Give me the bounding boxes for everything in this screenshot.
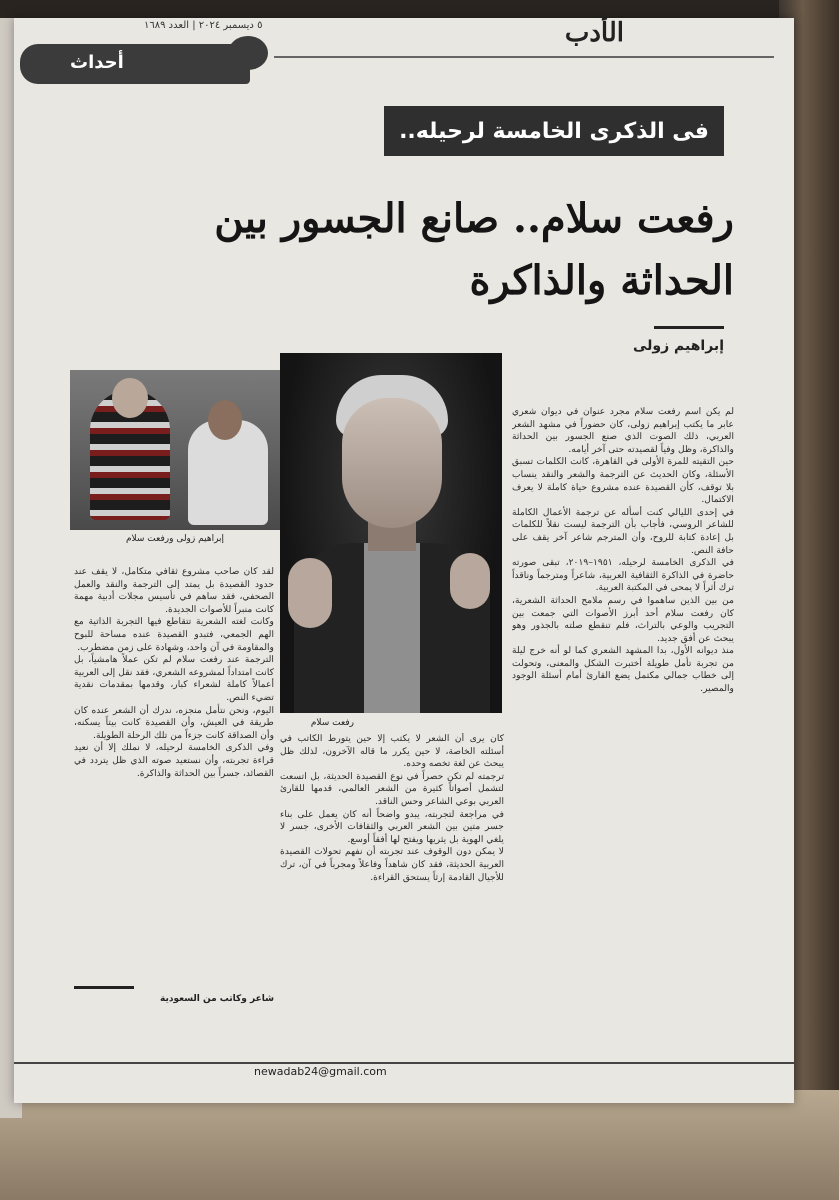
paragraph: وكانت لغته الشعرية تتقاطع فيها التجربة الذاتية مع الهم الجمعي، فتبدو القصيدة عنده مساحة للبوح والمقاومة في آن واحد، وشهادة على زمن مضطرب. [74,616,274,653]
portrait-caption: رفعت سلام [310,718,354,728]
byline-rule [654,326,724,329]
contact-email: newadab24@gmail.com [254,1065,387,1078]
footer-rule [14,1062,794,1064]
article-column-left [74,566,274,986]
paragraph: لقد كان صاحب مشروع ثقافي متكامل، لا يقف عند حدود القصيدة بل يمتد إلى الترجمة والنقد والعمل الصحفي، فقد ساهم في تأسيس مجلات أدبية مهمة كانت منبراً للأصوات الجديدة. [74,566,274,615]
paragraph: في مراجعة لتجربته، يبدو واضحاً أنه كان يعمل على بناء جسر متين بين الشعر العربي والثقافات الأخرى، جسر لا يلغي الهوية بل يثريها ويفتح لها أفقاً أوسع. [280,808,504,845]
photo-caption-two-men: إبراهيم زولى ورفعت سلام [125,534,225,544]
paragraph: من بين الذين ساهموا في رسم ملامح الحداثة الشعرية، كان رفعت سلام أحد أبرز الأصوات التي جمعت بين التجريب والوعي بالتراث، فلم تنقطع صلته بالجذور وهو يبحث عن أفق جديد. [512,594,734,644]
paragraph: وفي الذكرى الخامسة لرحيله، لا نملك إلا أن نعيد قراءة تجربته، وأن نستعيد صوته الذي ظل يتردد في القصائد، جسراً بين الحداثة والذاكرة. [74,742,274,779]
paragraph: حين التقيته للمرة الأولى في القاهرة، كانت الكلمات تسبق الأسئلة، وكان الحديث عن الترجمة والشعر والنقد ينساب بلا توقف، كأن القصيدة عنده مشروع حياة كاملة لا يعرف الاكتمال. [512,456,734,506]
paragraph: ترجمته لم تكن حصراً في نوع القصيدة الحديثة، بل اتسعت لتشمل أصواتاً كثيرة من الشعر العالمي، قدمها للقارئ العربي بوعي الشاعر وحس الناقد. [280,770,504,807]
portrait-hand [450,553,490,609]
paragraph: لم يكن اسم رفعت سلام مجرد عنوان في ديوان شعري عابر ما يكتب إبراهيم زولى، كان حضوراً في مشهد الشعر العربي، ذلك الصوت الذي صنع الجسور بين الحداثة والذاكرة، وظل وفياً لقصيدته حتى آخر أيامه. [512,406,734,455]
paragraph: في إحدى الليالي كنت أسأله عن ترجمة الأعمال الكاملة للشاعر الروسي، فأجاب بأن الترجمة ليست نقلاً للكلمات بل إعادة كتابة للروح، وأن المترجم شاعر آخر يقف على حافة النص. [512,506,734,556]
paragraph: في الذكرى الخامسة لرحيله، ١٩٥١–٢٠١٩، تبقى صورته حاضرة في الذاكرة الثقافية العربية، شاعراً ومترجماً وناقداً ترك أثراً لا يمحى في المكتبة العربية. [512,557,734,594]
header-rule [274,56,774,58]
signature-rule [74,986,134,989]
portrait-photo [280,353,502,713]
speech-bubble-icon [228,36,268,70]
article-kicker: فى الذكرى الخامسة لرحيله.. [384,106,724,156]
author-signature: شاعر وكاتب من السعودية [160,994,274,1004]
person-head [112,378,148,418]
section-tab [20,44,250,84]
paragraph: اليوم، ونحن نتأمل منجزه، ندرك أن الشعر عنده كان طريقة في العيش، وأن القصيدة كانت بيتاً يسكنه، وأن الصداقة كانت جزءاً من تلك الرحلة الطويلة. [74,704,274,741]
paragraph: الترجمة عند رفعت سلام لم تكن عملاً هامشياً، بل كانت امتداداً لمشروعه الشعري، فقد نقل إلى العربية أعمالاً كاملة لشعراء كبار، وقدمها بمقدمات نقدية تضيء النص. [74,654,274,703]
issue-line: ٥ ديسمبر ٢٠٢٤ | العدد ١٦٨٩ [144,20,263,31]
publication-logo: الأدب [564,18,624,48]
photo-two-men [70,370,280,530]
portrait-hand [288,558,332,628]
section-label: أحداث [70,52,124,73]
article-column-right [512,406,734,1024]
photo-background-top [0,0,839,18]
paragraph: منذ ديوانه الأول، بدا المشهد الشعري كما لو أنه خرج ليلة من تجربة تأمل طويلة أختبرت الشكل والمعنى، وتحولت إلى خطاب جمالي مكتمل يضع القارئ أمام أسئلة الوجود والمصير. [512,645,734,695]
article-column-middle [280,733,504,1023]
paragraph: كان يرى أن الشعر لا يكتب إلا حين يتورط الكاتب في أسئلته الخاصة، لا حين يكرر ما قاله الآخرون، لذلك ظل يبحث عن لغة تخصه وحده. [280,733,504,770]
article-byline: إبراهيم زولى [632,338,724,354]
portrait-shirt [364,543,420,713]
newspaper-page [14,18,794,1103]
person-head [208,400,242,440]
portrait-face [342,398,442,528]
photo-background-bottom [0,1090,839,1200]
article-headline: رفعت سلام.. صانع الجسور بين الحداثة والذاكرة [214,195,734,304]
paragraph: لا يمكن دون الوقوف عند تجربته أن نفهم تحولات القصيدة العربية الحديثة، فقد كان شاهداً وفاعلاً ومجرباً في آن، ترك للأجيال القادمة إرثاً يستحق القراءة. [280,846,504,883]
